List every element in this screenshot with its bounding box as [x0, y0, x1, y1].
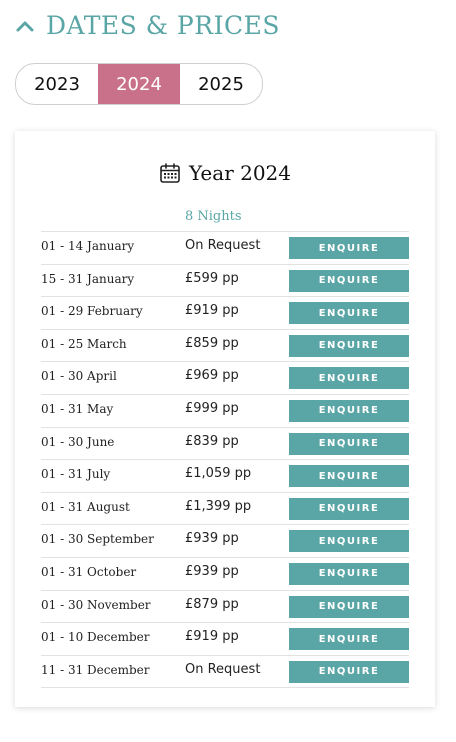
row-price: £879 pp — [185, 596, 239, 612]
table-row — [41, 395, 409, 428]
enquire-button[interactable]: ENQUIRE — [289, 367, 409, 389]
enquire-button[interactable]: ENQUIRE — [289, 530, 409, 552]
table-row — [41, 265, 409, 298]
row-price: £599 pp — [185, 270, 239, 286]
row-price: On Request — [185, 661, 261, 677]
enquire-button[interactable]: ENQUIRE — [289, 596, 409, 618]
row-price: £939 pp — [185, 531, 239, 547]
card-title — [15, 161, 435, 185]
row-price: £919 pp — [185, 303, 239, 319]
row-price: £919 pp — [185, 629, 239, 645]
table-row — [41, 656, 409, 689]
row-price: £999 pp — [185, 400, 239, 416]
row-dates: 01 - 25 March — [41, 336, 127, 351]
row-dates: 01 - 31 August — [41, 499, 130, 514]
row-dates: 01 - 31 October — [41, 564, 137, 579]
tab-2024[interactable]: 2024 — [98, 64, 180, 104]
chevron-up-icon[interactable] — [14, 15, 36, 37]
row-dates: 01 - 14 January — [41, 239, 135, 253]
table-row — [41, 623, 409, 656]
section-header[interactable] — [14, 10, 280, 42]
column-header-nights: 8 Nights — [185, 209, 242, 224]
row-dates: 01 - 10 December — [41, 630, 150, 645]
table-row — [41, 428, 409, 461]
table-row — [41, 525, 409, 558]
enquire-button[interactable]: ENQUIRE — [289, 270, 409, 292]
row-dates: 01 - 30 April — [41, 369, 117, 384]
calendar-icon — [159, 162, 181, 184]
row-price: £839 pp — [185, 433, 239, 449]
row-dates: 01 - 30 November — [41, 597, 151, 612]
table-row — [41, 362, 409, 395]
row-dates: 01 - 31 July — [41, 467, 111, 482]
enquire-button[interactable]: ENQUIRE — [289, 302, 409, 324]
table-row — [41, 493, 409, 526]
row-dates: 15 - 31 January — [41, 271, 135, 286]
year-tabs — [15, 63, 263, 105]
row-price: On Request — [185, 238, 261, 253]
table-row — [41, 297, 409, 330]
tab-2025[interactable]: 2025 — [198, 73, 244, 95]
row-dates: 01 - 30 June — [41, 434, 115, 449]
enquire-button[interactable]: ENQUIRE — [289, 465, 409, 487]
table-row — [41, 460, 409, 493]
row-price: £859 pp — [185, 335, 239, 351]
row-price: £969 pp — [185, 368, 239, 384]
row-dates: 01 - 30 September — [41, 532, 154, 547]
enquire-button[interactable]: ENQUIRE — [289, 498, 409, 520]
price-table — [41, 231, 409, 688]
table-row — [41, 232, 409, 265]
enquire-button[interactable]: ENQUIRE — [289, 563, 409, 585]
row-dates: 01 - 31 May — [41, 401, 114, 416]
row-dates: 11 - 31 December — [41, 662, 150, 677]
row-dates: 01 - 29 February — [41, 304, 143, 319]
enquire-button[interactable]: ENQUIRE — [289, 433, 409, 455]
tab-2023[interactable]: 2023 — [34, 73, 80, 95]
table-row — [41, 591, 409, 624]
table-row — [41, 330, 409, 363]
row-price: £1,399 pp — [185, 498, 252, 514]
row-price: £1,059 pp — [185, 466, 252, 482]
card-title-text: Year 2024 — [188, 161, 292, 185]
enquire-button[interactable]: ENQUIRE — [289, 628, 409, 650]
table-row — [41, 558, 409, 591]
enquire-button[interactable]: ENQUIRE — [289, 400, 409, 422]
enquire-button[interactable]: ENQUIRE — [289, 661, 409, 683]
section-title: DATES & PRICES — [46, 11, 280, 40]
enquire-button[interactable]: ENQUIRE — [289, 237, 409, 259]
row-price: £939 pp — [185, 563, 239, 579]
price-card — [15, 131, 435, 707]
enquire-button[interactable]: ENQUIRE — [289, 335, 409, 357]
